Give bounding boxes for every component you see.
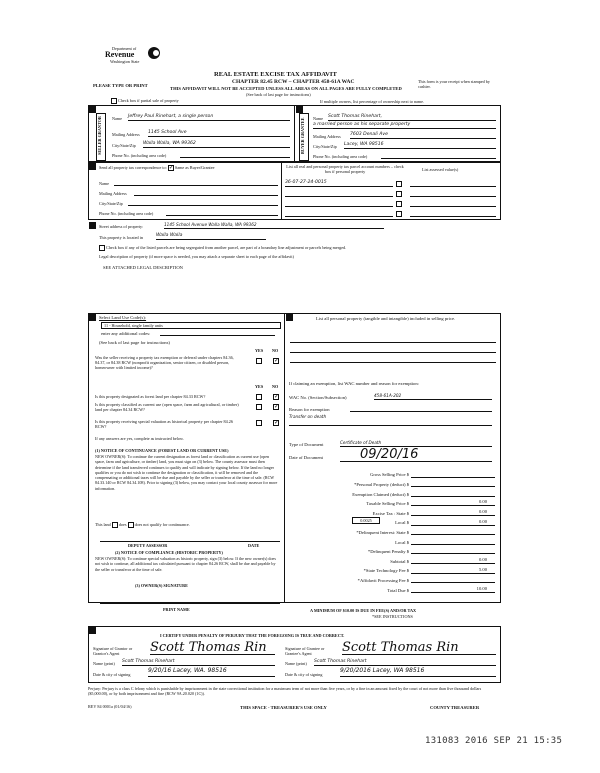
partial-sale-checkbox[interactable]	[111, 98, 117, 104]
personal-property-line-3[interactable]	[290, 357, 496, 363]
tax-row-value[interactable]: 10.00	[411, 586, 495, 593]
doc-type-field[interactable]: Certificate of Death	[340, 440, 492, 447]
parcel-number-field-4[interactable]	[285, 210, 393, 217]
q1-yes-checkbox[interactable]	[256, 358, 262, 364]
seller-phone-label: Phone No. (including area code)	[112, 153, 167, 158]
assessed-value-field-3[interactable]	[410, 200, 496, 207]
buyer-city-label: City/State/Zip	[313, 144, 337, 149]
tax-row-value[interactable]: 0.00	[411, 509, 495, 516]
tax-row	[289, 526, 495, 536]
receipt-stamp: 131083 2016 SEP 21 15:35	[425, 736, 563, 746]
buyer-city-field[interactable]: Lacey, WA 98516	[344, 142, 496, 149]
seller-name-field[interactable]: Jeffrey Paul Rinehart, a single person	[128, 114, 290, 121]
tax-row	[289, 478, 495, 488]
q2-no-checkbox[interactable]	[273, 394, 279, 400]
segregated-row: Check box if any of the listed parcels are being segregated from another parcel, are part of a boundary line adjustment or parcels being merged.	[99, 245, 346, 251]
legal-desc-attached: SEE ATTACHED LEGAL DESCRIPTION	[103, 265, 183, 270]
tax-row-label: Subtotal $	[390, 558, 409, 564]
buyer-phone-field[interactable]	[381, 152, 496, 159]
corr-city-label: City/State/Zip	[99, 201, 123, 206]
grantor-date-label: Date & city of signing	[93, 672, 131, 677]
minimum-due-note: A MINIMUM OF $10.00 IS DUE IN FEE(S) AND/OR TAX	[310, 608, 417, 613]
tax-row-label: *State Technology Fee $	[363, 568, 409, 574]
q4-yes-checkbox[interactable]	[256, 420, 262, 426]
seller-phone-field[interactable]	[180, 151, 290, 158]
corr-mailing-field[interactable]	[134, 190, 278, 196]
land-use-label: Select Land Use Code(s):	[99, 315, 147, 320]
tax-row-label: *Delinquent Penalty $	[367, 549, 409, 555]
grantor-sig-label: Signature of Grantor or Grantor's Agent	[93, 646, 133, 656]
grantee-date-label: Date & city of signing	[285, 672, 323, 677]
tax-row	[289, 497, 495, 507]
does-not-checkbox[interactable]	[128, 522, 134, 528]
perjury-note: Perjury: Perjury is a class C felony which is punishable by imprisonment in the state correctional institution for a maximum term of not more than five years, or by a fine in an amount fixed by the court of not more than five thousand dollars ($5,000.00), or by both imprisonment and fine (RCW 9A.20.020 (1C)).	[88, 686, 482, 697]
corr-phone-label: Phone No. (including area code)	[99, 211, 154, 216]
parcel-number-field[interactable]: 36-07-27-24-0015	[285, 180, 393, 187]
parcel-personal-checkbox-1[interactable]	[396, 181, 402, 187]
q1-no-checkbox[interactable]	[273, 358, 279, 364]
tax-calculation-table	[289, 468, 495, 593]
grantee-date-field[interactable]: 9/20/2016 Lacey, WA 98516	[340, 668, 496, 677]
parties-divider	[294, 105, 295, 162]
no-header-2: NO	[272, 384, 279, 389]
section-marker-4	[89, 222, 96, 229]
receipt-note: This form is your receipt when stamped by cashier.	[418, 79, 490, 89]
buyer-name-label: Name	[313, 116, 323, 121]
tax-row-value[interactable]	[411, 547, 495, 554]
tax-row	[289, 487, 495, 497]
q4-no-checkbox[interactable]	[273, 420, 279, 426]
current-use-question: Is this property classified as current use (open space, farm and agricultural, or timber) land per chapter 84.34 RCW?	[95, 402, 239, 412]
tax-row	[289, 468, 495, 478]
reason-line-2[interactable]	[289, 420, 492, 426]
enter-additional-label: enter any additional codes:	[101, 331, 151, 336]
print-name-label: PRINT NAME	[163, 607, 190, 612]
assessed-header: List assessed value(s)	[422, 167, 459, 172]
corr-city-field[interactable]	[128, 200, 278, 206]
buyer-mailing-label: Mailing Address	[313, 134, 341, 139]
legal-desc-label: Legal description of property (if more space is needed, you may attach a separate sheet to each page of the affidavit)	[99, 254, 294, 259]
see-back-note: (See back of last page for instructions)	[246, 92, 311, 97]
owner-signature-label: (3) OWNER(S) SIGNATURE	[135, 583, 188, 588]
seller-city-field[interactable]: Walla Walla, WA 99362	[143, 141, 290, 148]
wac-label: WAC No. (Section/Subsection)	[289, 395, 347, 400]
county-treasurer-label: COUNTY TREASURER	[430, 705, 480, 710]
dept-line3: Washington State	[110, 59, 140, 64]
tax-row-value[interactable]	[411, 490, 495, 497]
tax-row-value[interactable]: 0.00	[411, 519, 495, 526]
tax-row-value[interactable]	[411, 471, 495, 478]
grantee-signature[interactable]: Scott Thomas Rin	[342, 641, 496, 655]
buyer-name-field[interactable]: Scott Thomas Rinehart,	[328, 114, 496, 121]
see-instructions-note: *SEE INSTRUCTIONS	[372, 614, 413, 619]
continuance-row: This land does does not qualify for continuance.	[95, 522, 190, 527]
tax-row-value[interactable]	[411, 528, 495, 535]
revenue-logo	[103, 44, 163, 76]
doc-date-label: Date of Document	[289, 455, 323, 460]
treasurer-space-label: THIS SPACE - TREASURER'S USE ONLY	[240, 705, 327, 710]
buyer-side-label: BUYER GRANTEE	[299, 113, 309, 161]
tax-row-value[interactable]	[411, 480, 495, 487]
section-marker-2	[296, 106, 303, 113]
exemption-claim-label: If claiming an exemption, list WAC number and reason for exemption:	[289, 381, 419, 386]
tax-row	[289, 574, 495, 584]
tax-row	[289, 535, 495, 545]
tax-row-value[interactable]	[411, 576, 495, 583]
section-marker-7	[89, 627, 96, 634]
grantor-name-label: Name (print)	[93, 661, 115, 666]
wac-field[interactable]: 458-61A-202	[374, 393, 492, 400]
assessed-value-field-1[interactable]	[410, 180, 496, 187]
street-field[interactable]: 1145 School Avenue Walla Walla, WA 99362	[164, 222, 384, 229]
located-field[interactable]: Walla Walla	[156, 233, 266, 240]
section-marker-3	[89, 163, 96, 170]
form-title: REAL ESTATE EXCISE TAX AFFIDAVIT	[214, 71, 337, 78]
buyer-phone-label: Phone No. (including area code)	[313, 154, 368, 159]
q3-yes-checkbox[interactable]	[256, 404, 262, 410]
tax-row-label: Total Due $	[387, 587, 409, 593]
land-use-divider	[284, 313, 285, 603]
segregated-checkbox[interactable]	[99, 245, 105, 251]
section-marker-1	[89, 106, 96, 113]
parcel-personal-checkbox-4[interactable]	[396, 211, 402, 217]
tax-row	[289, 516, 495, 526]
dept-line1: Department of	[112, 46, 137, 51]
personal-property-label: List all personal property (tangible and intangible) included in selling price.	[316, 316, 456, 321]
section-marker-5	[89, 314, 96, 321]
tax-row	[289, 506, 495, 516]
seller-mailing-label: Mailing Address	[112, 132, 140, 137]
assessed-value-field-2[interactable]	[410, 190, 496, 197]
reason-label: Reason for exemption	[289, 407, 330, 412]
corr-name-field[interactable]	[114, 180, 278, 186]
section-marker-6	[286, 314, 293, 321]
local-rate-field[interactable]: 0.0025	[352, 517, 380, 524]
parcel-number-field-2[interactable]	[285, 190, 393, 197]
parcel-personal-checkbox-2[interactable]	[396, 191, 402, 197]
additional-codes-field[interactable]	[160, 330, 275, 336]
type-or-print: PLEASE TYPE OR PRINT	[93, 83, 148, 88]
tax-row-label: *Delinquent Interest: State $	[356, 529, 409, 535]
personal-property-line-2[interactable]	[290, 347, 496, 353]
tax-row-label: Exemption Claimed (deduct) $	[352, 491, 409, 497]
seller-city-label: City/State/Zip	[112, 143, 136, 148]
no-header-1: NO	[272, 348, 279, 353]
print-name-line[interactable]	[100, 598, 280, 604]
grantor-date-field[interactable]: 9/20/16 Lacey, WA. 98516	[148, 668, 275, 677]
tax-row-label: Local $	[395, 520, 409, 526]
land-use-see-back: (See back of last page for instructions)	[99, 340, 170, 345]
partial-sale-row	[111, 98, 179, 104]
corr-phone-field[interactable]	[166, 210, 278, 216]
q3-no-checkbox[interactable]	[273, 404, 279, 410]
reason-line[interactable]	[350, 405, 492, 412]
grantee-name-label: Name (print)	[285, 661, 307, 666]
parcel-divider	[281, 162, 282, 220]
corr-name-label: Name	[99, 181, 109, 186]
tax-row	[289, 583, 495, 593]
tax-row-label: Gross Selling Price $	[370, 472, 409, 478]
historic-question: Is this property receiving special valuation as historical property per chapter 84.26 RCW?	[95, 419, 233, 429]
yes-header-1: YES	[255, 348, 264, 353]
partial-sale-label: Check box if partial sale of property	[118, 98, 179, 103]
assessed-value-field-4[interactable]	[410, 210, 496, 217]
if-yes-note: If any answers are yes, complete as instructed below.	[95, 436, 184, 441]
same-as-buyer-checkbox[interactable]	[168, 165, 174, 171]
street-label: Street address of property:	[99, 224, 144, 229]
buyer-mailing-field[interactable]: 7603 Denali Ave	[350, 132, 496, 139]
tax-row	[289, 545, 495, 555]
deputy-signature-line[interactable]	[100, 536, 280, 542]
dept-line2: Revenue	[105, 50, 135, 59]
notice1-title: (1) NOTICE OF CONTINUANCE (FOREST LAND OR CURRENT USE)	[95, 448, 229, 453]
notice2-body: NEW OWNER(S): To continue special valuation as historic property, sign (3) below. If the new owner(s) does not wish to continue, all additional tax calculated pursuant to chapter 84.26 RCW, shall be due and payable by the seller or transferor at the time of sale.	[95, 556, 276, 572]
grantee-sig-label: Signature of Grantee or Grantee's Agent	[285, 646, 325, 656]
multiple-owners-note: If multiple owners, list percentage of ownership next to name.	[320, 99, 425, 104]
tax-row-label: *Personal Property (deduct) $	[354, 481, 409, 487]
deputy-label: DEPUTY ASSESSOR	[128, 543, 168, 548]
grantee-name-field[interactable]: Scott Thomas Rinehart	[314, 659, 496, 666]
does-checkbox[interactable]	[112, 522, 118, 528]
deputy-date-label: DATE	[248, 543, 260, 548]
grantor-signature[interactable]: Scott Thomas Rin	[150, 641, 275, 655]
buyer-name-field-2[interactable]: a married person as his separate property	[313, 122, 496, 129]
corr-mailing-label: Mailing Address	[99, 191, 127, 196]
exemption-question: Was the seller receiving a property tax exemption or deferral under chapters 84.36, 84.37, or 84.38 RCW (nonprofit organization, senior citizen, or disabled person, homeowner with limited income)?	[95, 355, 234, 370]
tax-row-label: Taxable Selling Price $	[366, 501, 409, 507]
land-use-select[interactable]: 11 - Household, single family units	[101, 322, 281, 329]
grantor-name-field[interactable]: Scott Thomas Rinehart	[122, 659, 275, 666]
tax-row-value[interactable]: 0.00	[411, 557, 495, 564]
tax-row	[289, 554, 495, 564]
parcel-header: List all real and personal property tax parcel account numbers – check box if personal property	[286, 164, 404, 174]
tax-row-value[interactable]	[411, 538, 495, 545]
tax-row-value[interactable]: 0.00	[411, 499, 495, 506]
located-label: This property is located in	[99, 235, 143, 240]
q2-yes-checkbox[interactable]	[256, 394, 262, 400]
parcel-number-field-3[interactable]	[285, 200, 393, 207]
certify-statement: I CERTIFY UNDER PENALTY OF PERJURY THAT THE FOREGOING IS TRUE AND CORRECT.	[160, 633, 345, 638]
yes-header-2: YES	[255, 384, 264, 389]
parcel-personal-checkbox-3[interactable]	[396, 201, 402, 207]
seller-name-label: Name	[112, 116, 122, 121]
tax-row-label: Local $	[395, 539, 409, 545]
forest-question: Is this property designated as forest land per chapter 84.33 RCW?	[95, 394, 206, 399]
reason-field[interactable]: Transfer on death	[289, 414, 327, 419]
tax-row-label: *Affidavit Processing Fee $	[357, 577, 409, 583]
form-warning: THIS AFFIDAVIT WILL NOT BE ACCEPTED UNLESS ALL AREAS ON ALL PAGES ARE FULLY COMPLETED	[170, 86, 402, 91]
tax-row-label: Excise Tax : State $	[372, 510, 409, 516]
notice2-title: (2) NOTICE OF COMPLIANCE (HISTORIC PROPERTY)	[115, 550, 223, 555]
seller-mailing-field[interactable]: 1145 School Ave	[148, 130, 290, 137]
form-subtitle: CHAPTER 82.45 RCW – CHAPTER 458-61A WAC	[232, 79, 355, 85]
doc-date-field[interactable]: 09/20/16	[340, 448, 492, 462]
personal-property-line-1[interactable]	[290, 337, 496, 343]
tax-row	[289, 564, 495, 574]
form-revision: REV 84 0001a (01/04/16)	[88, 704, 132, 709]
tax-row-value[interactable]: 5.00	[411, 567, 495, 574]
seller-side-label: SELLER GRANTOR	[96, 113, 106, 161]
doc-type-label: Type of Document	[289, 442, 324, 447]
notice1-body: NEW OWNER(S): To continue the current designation as forest land or classification as current use (open space, farm and agriculture, or timber) land, you must sign on (3) below. The county assessor must then determine if the land transferred continues to qualify and will indicate by signing below. If the land no longer qualifies or you do not wish to continue the designation or classification, it will be removed and the compensating or additional taxes will be due and payable by the seller or transferor at the time of sale. (RCW 84.33.140 or RCW 84.34.108). Prior to signing (3) below, you may contact your local county assessor for more information.	[95, 454, 278, 491]
send-all-row: Send all property tax correspondence to: ✓ Same as Buyer/Grantee	[99, 165, 214, 171]
